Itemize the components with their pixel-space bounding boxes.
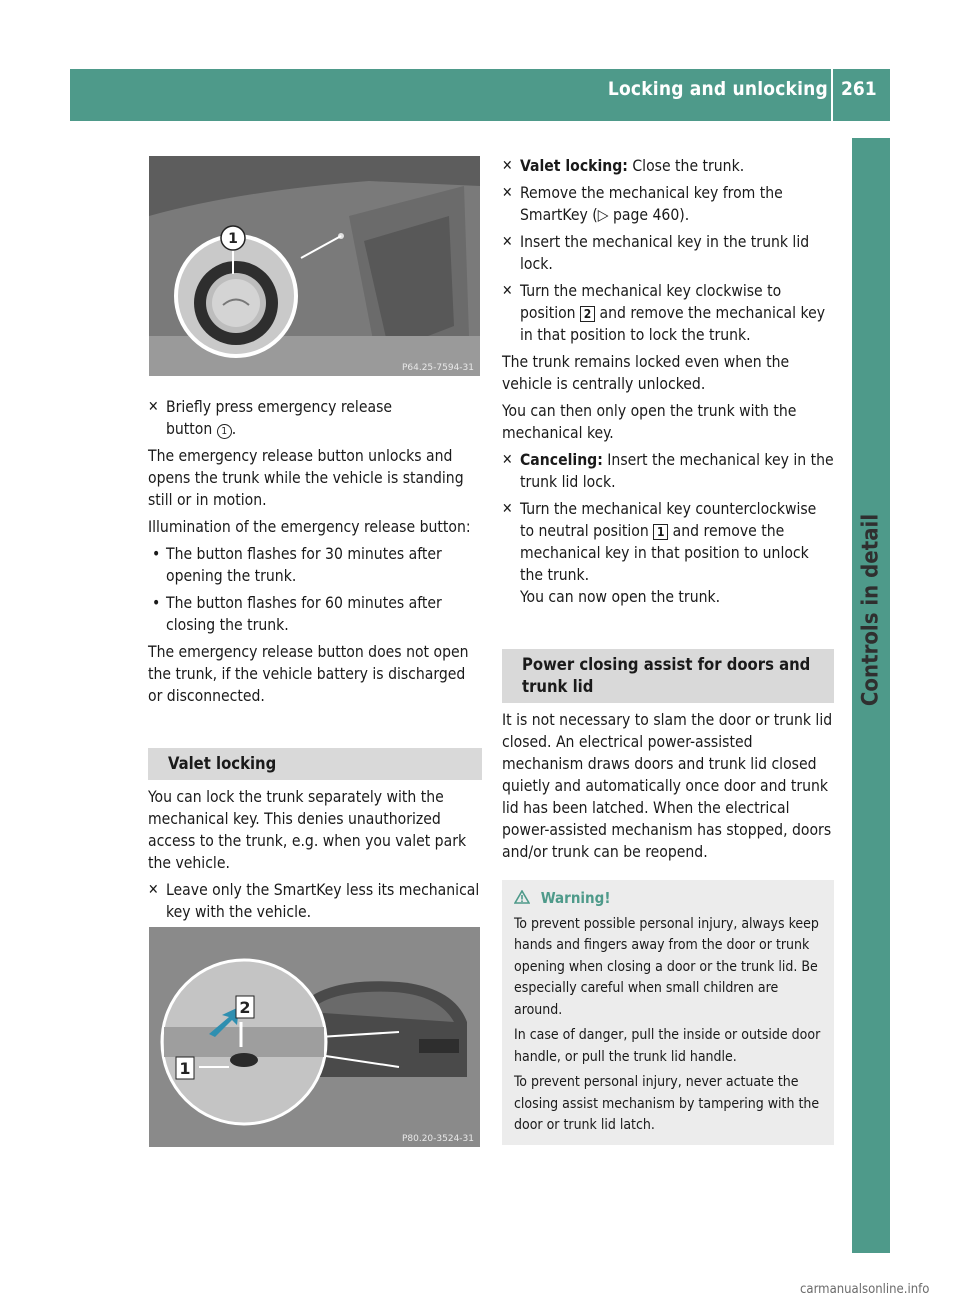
warning-text: In case of danger, pull the inside or outside door handle, or pull the trunk lid handle.: [514, 1027, 821, 1065]
page-ref-arrow-icon: ▷: [597, 206, 609, 224]
arrow-marker-icon: ✕: [148, 882, 159, 898]
list-item: • The button flashes for 60 minutes after closing the trunk.: [152, 594, 442, 634]
list-item: • The button flashes for 30 minutes after opening the trunk.: [152, 545, 442, 585]
right-column: [502, 155, 834, 1145]
step-remove-key: ✕ Remove the mechanical key from the SmartKey (▷ page 460).: [502, 184, 783, 224]
arrow-marker-icon: ✕: [502, 185, 513, 201]
section-heading-power-closing: Power closing assist for doors and trunk lid: [502, 649, 834, 703]
position-ref-1: 1: [653, 524, 668, 540]
page-title: Locking and unlocking: [607, 78, 828, 100]
trunk-interior-illustration: [149, 156, 480, 376]
paragraph: The emergency release button unlocks and opens the trunk while the vehicle is standing still or in motion.: [148, 447, 464, 509]
arrow-marker-icon: ✕: [502, 501, 513, 517]
warning-triangle-icon: [514, 890, 530, 904]
arrow-marker-icon: ✕: [502, 452, 513, 468]
callout-1: 1: [228, 231, 238, 247]
callout-2: 2: [239, 998, 251, 1017]
position-ref-2: 2: [580, 306, 595, 322]
callout-1: 1: [179, 1059, 191, 1078]
paragraph: The trunk remains locked even when the vehicle is centrally unlocked.: [502, 353, 790, 393]
paragraph: It is not necessary to slam the door or trunk lid closed. An electrical power-assisted mechanism draws doors and trunk lid closed quietly and automatically once door and trunk lid has been latched. When the electrical power-assisted mechanism has stopped, doors and/or trunk can be reopend.: [502, 711, 833, 861]
paragraph: You can lock the trunk separately with the mechanical key. This denies unauthorized access to the trunk, e.g. when you valet park the vehicle.: [148, 788, 467, 872]
callout-ref-1: 1: [217, 424, 232, 439]
warning-text: To prevent personal injury, never actuate the closing assist mechanism by tampering with the door or trunk lid latch.: [514, 1074, 820, 1133]
paragraph: The emergency release button does not open the trunk, if the vehicle battery is discharged or disconnected.: [148, 643, 469, 705]
figure-code: P80.20-3524-31: [401, 1134, 474, 1144]
arrow-marker-icon: ✕: [502, 283, 513, 299]
figure-emergency-release: [149, 156, 480, 376]
warning-box: [502, 880, 834, 1145]
warning-text: To prevent possible personal injury, always keep hands and fingers away from the door or trunk opening when closing a door or the trunk lid. Be especially careful when small children are around.: [514, 915, 819, 1018]
step-valet-locking: ✕ Valet locking: Close the trunk.: [502, 157, 745, 175]
header-divider: [831, 69, 833, 121]
arrow-marker-icon: ✕: [502, 234, 513, 250]
step-insert-key: ✕ Insert the mechanical key in the trunk lid lock.: [502, 233, 810, 273]
side-tab-title: Controls in detail: [858, 513, 884, 707]
paragraph: Illumination of the emergency release button:: [148, 518, 471, 536]
step-turn-clockwise: ✕ Turn the mechanical key clockwise to position 2 and remove the mechanical key in that position to lock the trunk.: [502, 282, 826, 344]
page-number: 261: [841, 78, 877, 100]
step-leave-smartkey: ✕ Leave only the SmartKey less its mechanical key with the vehicle.: [148, 881, 480, 921]
arrow-marker-icon: ✕: [502, 158, 513, 174]
paragraph: You can then only open the trunk with the mechanical key.: [502, 402, 797, 442]
figure-trunk-lock: [149, 927, 480, 1147]
left-column: [148, 396, 482, 928]
section-heading-valet: Valet locking: [148, 748, 482, 780]
arrow-marker-icon: ✕: [148, 399, 159, 415]
watermark: carmanualsonline.info: [800, 1282, 930, 1297]
step-turn-counterclockwise: ✕ Turn the mechanical key counterclockwise to neutral position 1 and remove the mechanical key in that position to unlock the trunk. You can now open the trunk.: [502, 500, 817, 606]
trunk-lock-illustration: [149, 927, 480, 1147]
step-canceling: ✕ Canceling: Insert the mechanical key in the trunk lid lock.: [502, 451, 834, 491]
warning-title: Warning!: [514, 888, 826, 910]
figure-code: P64.25-7594-31: [401, 363, 474, 373]
step-press-release: ✕ Briefly press emergency release button 1 .: [148, 398, 393, 438]
